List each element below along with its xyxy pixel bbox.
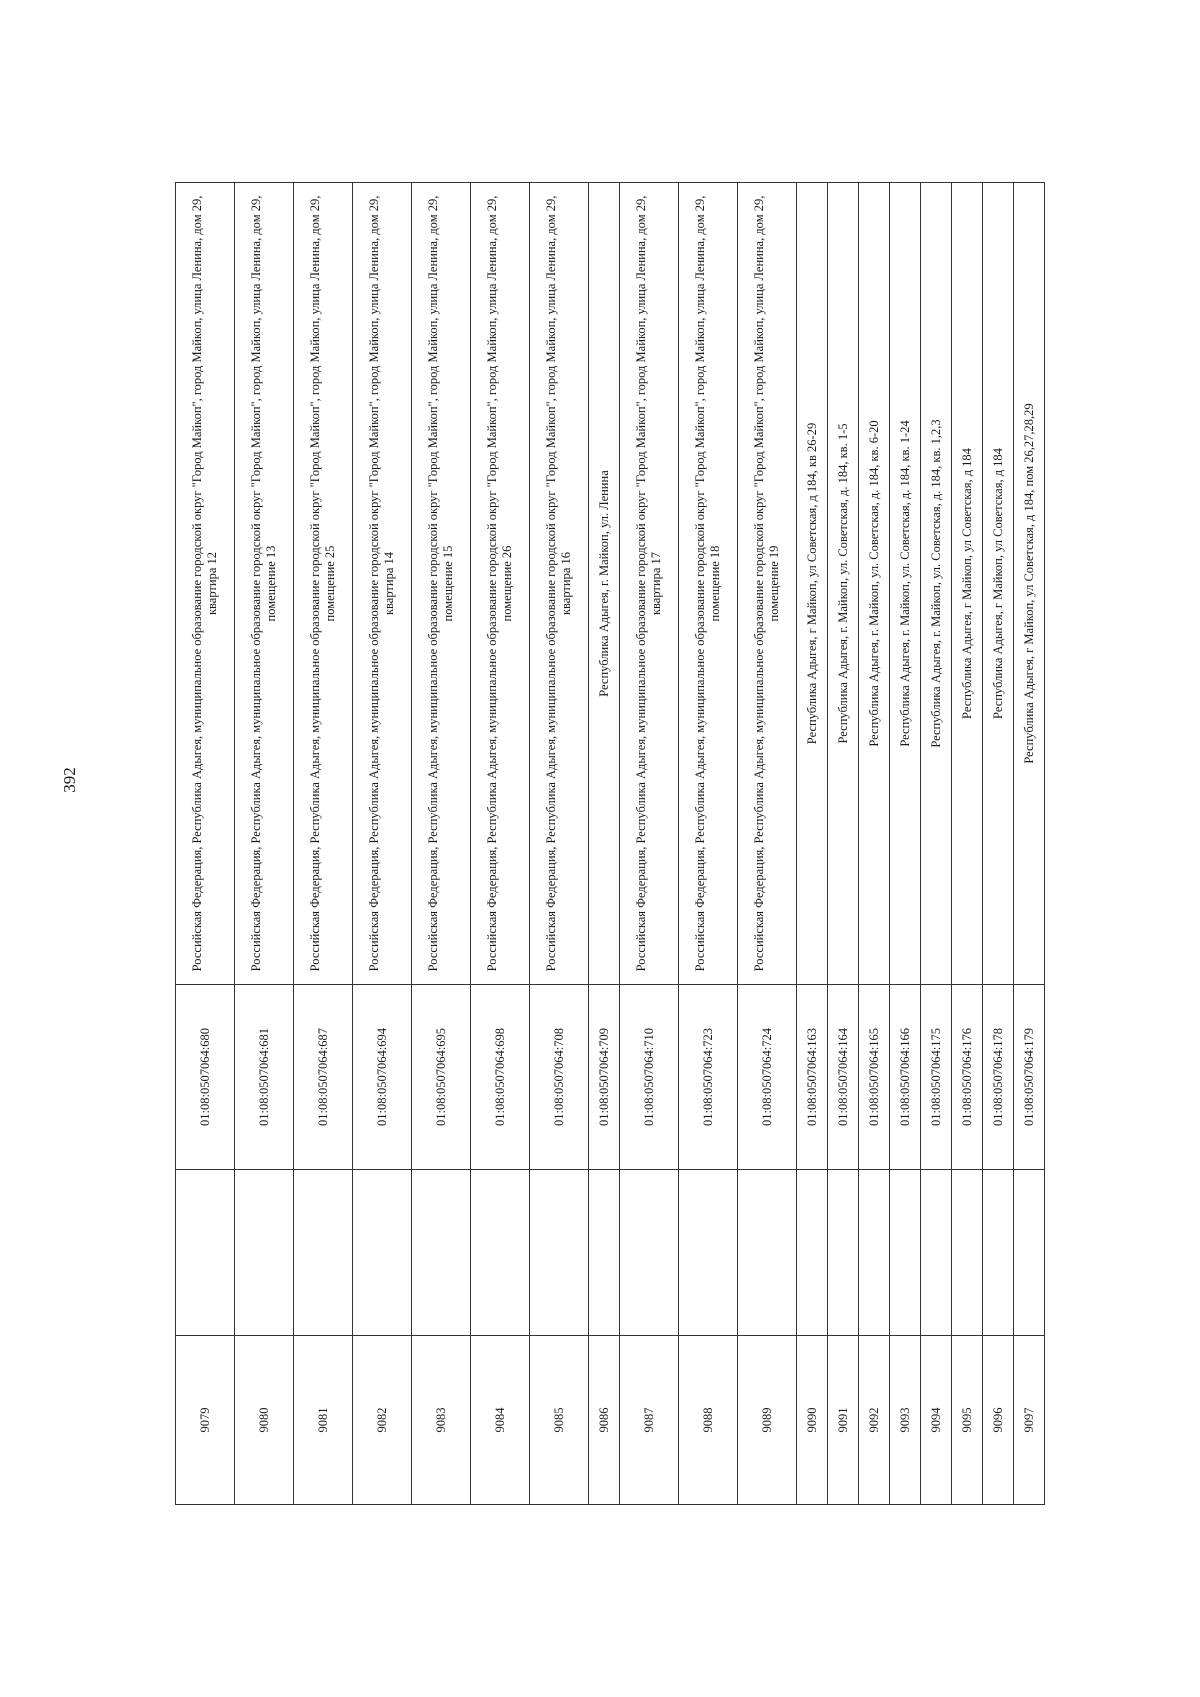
cadastral-number-cell: 01:08:0507064:698 [471,985,530,1170]
empty-cell [828,1170,859,1336]
row-number-cell: 9087 [620,1336,679,1505]
cadastral-number-cell: 01:08:0507064:681 [235,985,294,1170]
address-cell: Республика Адыгея, г Майкоп, ул Советская, д 184, кв 26-29 [797,183,828,985]
empty-cell [679,1170,738,1336]
empty-cell [1014,1170,1045,1336]
cadastral-number-cell: 01:08:0507064:695 [412,985,471,1170]
registry-table-container [175,183,1095,1505]
row-number-cell: 9088 [679,1336,738,1505]
empty-cell [738,1170,797,1336]
registry-table-body [176,183,1045,1505]
cadastral-number-cell: 01:08:0507064:723 [679,985,738,1170]
address-cell: Республика Адыгея, г. Майкоп, ул. Советская, д. 184, кв. 1-24 [890,183,921,985]
table-row [589,183,620,1505]
address-cell: Республика Адыгея, г Майкоп, ул Советская, д 184 [983,183,1014,985]
empty-cell [176,1170,235,1336]
table-row [176,183,235,1505]
row-number-cell: 9097 [1014,1336,1045,1505]
address-cell: Российская Федерация, Республика Адыгея, муниципальное образование городской округ "Город Майкоп", город Майкоп, улица Ленина, дом 29, помещение 26 [471,183,530,985]
table-row [952,183,983,1505]
cadastral-number-cell: 01:08:0507064:687 [294,985,353,1170]
table-row [890,183,921,1505]
row-number-cell: 9096 [983,1336,1014,1505]
cadastral-number-cell: 01:08:0507064:680 [176,985,235,1170]
page-number: 392 [60,767,79,793]
empty-cell [353,1170,412,1336]
table-row [412,183,471,1505]
row-number-cell: 9084 [471,1336,530,1505]
empty-cell [983,1170,1014,1336]
table-row [738,183,797,1505]
row-number-cell: 9079 [176,1336,235,1505]
table-row [620,183,679,1505]
table-row [471,183,530,1505]
empty-cell [412,1170,471,1336]
row-number-cell: 9090 [797,1336,828,1505]
cadastral-number-cell: 01:08:0507064:178 [983,985,1014,1170]
table-row [983,183,1014,1505]
cadastral-number-cell: 01:08:0507064:166 [890,985,921,1170]
address-cell: Российская Федерация, Республика Адыгея, муниципальное образование городской округ "Город Майкоп", город Майкоп, улица Ленина, дом 29, квартира 16 [530,183,589,985]
empty-cell [294,1170,353,1336]
cadastral-number-cell: 01:08:0507064:163 [797,985,828,1170]
address-cell: Российская Федерация, Республика Адыгея, муниципальное образование городской округ "Город Майкоп", город Майкоп, улица Ленина, дом 29, квартира 12 [176,183,235,985]
address-cell: Республика Адыгея, г Майкоп, ул Советская, д 184 [952,183,983,985]
empty-cell [471,1170,530,1336]
table-row [235,183,294,1505]
table-row [828,183,859,1505]
table-row [353,183,412,1505]
cadastral-number-cell: 01:08:0507064:176 [952,985,983,1170]
row-number-cell: 9083 [412,1336,471,1505]
cadastral-number-cell: 01:08:0507064:694 [353,985,412,1170]
table-row [679,183,738,1505]
table-row [797,183,828,1505]
cadastral-number-cell: 01:08:0507064:179 [1014,985,1045,1170]
empty-cell [859,1170,890,1336]
address-cell: Российская Федерация, Республика Адыгея, муниципальное образование городской округ "Город Майкоп", город Майкоп, улица Ленина, дом 29, помещение 18 [679,183,738,985]
table-row [294,183,353,1505]
empty-cell [620,1170,679,1336]
row-number-cell: 9086 [589,1336,620,1505]
cadastral-number-cell: 01:08:0507064:710 [620,985,679,1170]
row-number-cell: 9095 [952,1336,983,1505]
registry-table [175,182,1045,1505]
cadastral-number-cell: 01:08:0507064:164 [828,985,859,1170]
address-cell: Российская Федерация, Республика Адыгея, муниципальное образование городской округ "Город Майкоп", город Майкоп, улица Ленина, дом 29, помещение 25 [294,183,353,985]
empty-cell [235,1170,294,1336]
empty-cell [890,1170,921,1336]
table-row [859,183,890,1505]
row-number-cell: 9085 [530,1336,589,1505]
row-number-cell: 9089 [738,1336,797,1505]
row-number-cell: 9081 [294,1336,353,1505]
row-number-cell: 9094 [921,1336,952,1505]
table-row [530,183,589,1505]
empty-cell [530,1170,589,1336]
address-cell: Республика Адыгея, г. Майкоп, ул. Советская, д. 184, кв. 6-20 [859,183,890,985]
table-row [921,183,952,1505]
address-cell: Российская Федерация, Республика Адыгея, муниципальное образование городской округ "Город Майкоп", город Майкоп, улица Ленина, дом 29, помещение 15 [412,183,471,985]
row-number-cell: 9082 [353,1336,412,1505]
address-cell: Республика Адыгея, г Майкоп, ул Советская, д 184, пом 26,27,28,29 [1014,183,1045,985]
address-cell: Российская Федерация, Республика Адыгея, муниципальное образование городской округ "Город Майкоп", город Майкоп, улица Ленина, дом 29, помещение 19 [738,183,797,985]
row-number-cell: 9092 [859,1336,890,1505]
row-number-cell: 9093 [890,1336,921,1505]
row-number-cell: 9091 [828,1336,859,1505]
cadastral-number-cell: 01:08:0507064:175 [921,985,952,1170]
address-cell: Республика Адыгея, г. Майкоп, ул. Советская, д. 184, кв. 1-5 [828,183,859,985]
address-cell: Республика Адыгея, г. Майкоп, ул. Советская, д. 184, кв. 1,2,3 [921,183,952,985]
cadastral-number-cell: 01:08:0507064:708 [530,985,589,1170]
address-cell: Республика Адыгея, г. Майкоп, ул. Ленина [589,183,620,985]
address-cell: Российская Федерация, Республика Адыгея, муниципальное образование городской округ "Город Майкоп", город Майкоп, улица Ленина, дом 29, квартира 14 [353,183,412,985]
empty-cell [921,1170,952,1336]
row-number-cell: 9080 [235,1336,294,1505]
empty-cell [797,1170,828,1336]
cadastral-number-cell: 01:08:0507064:709 [589,985,620,1170]
cadastral-number-cell: 01:08:0507064:724 [738,985,797,1170]
address-cell: Российская Федерация, Республика Адыгея, муниципальное образование городской округ "Город Майкоп", город Майкоп, улица Ленина, дом 29, помещение 13 [235,183,294,985]
cadastral-number-cell: 01:08:0507064:165 [859,985,890,1170]
empty-cell [952,1170,983,1336]
table-row [1014,183,1045,1505]
address-cell: Российская Федерация, Республика Адыгея, муниципальное образование городской округ "Город Майкоп", город Майкоп, улица Ленина, дом 29, квартира 17 [620,183,679,985]
empty-cell [589,1170,620,1336]
